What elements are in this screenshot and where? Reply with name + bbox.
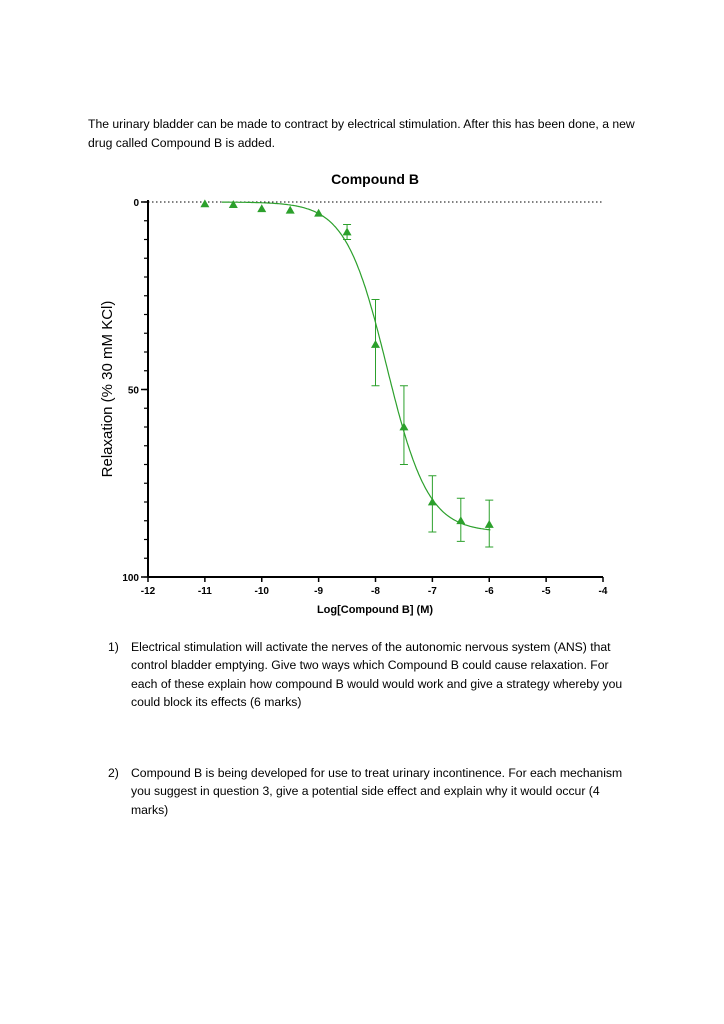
y-tick-label: 50 [127, 385, 139, 397]
x-tick-label: -9 [314, 586, 324, 597]
data-point-marker [286, 206, 295, 214]
y-axis-label: Relaxation (% 30 mM KCl) [99, 300, 116, 478]
question-2-text: Compound B is being developed for use to treat urinary incontinence. For each mechanism you suggest in question 3, give a potential side effect and explain why it would occur (4 marks) [131, 766, 623, 817]
data-point-marker [428, 498, 437, 506]
x-tick-label: -10 [254, 586, 269, 597]
data-point-marker [456, 516, 465, 524]
data-points [200, 199, 493, 547]
y-tick-label: 100 [122, 573, 139, 584]
data-point-marker [200, 199, 209, 207]
question-1-number: 1) [108, 640, 119, 654]
axes [148, 200, 603, 577]
data-point-marker [314, 209, 323, 217]
question-1-text: Electrical stimulation will activate the nerves of the autonomic nervous system (ANS) that control bladder emptying. Give two ways which Compound B could cause relaxation. For each of these explain how compound B would would work and give a strategy whereby you could block its effects (6 marks) [131, 640, 623, 710]
intro-paragraph: The urinary bladder can be made to contract by electrical stimulation. After this has been done, a new drug called Compound B is added. [88, 117, 635, 150]
data-point-marker [399, 423, 408, 431]
x-ticks [141, 577, 608, 597]
data-point-marker [229, 200, 238, 208]
y-ticks [122, 198, 148, 584]
fit-curve [222, 202, 491, 530]
x-tick-label: -11 [197, 586, 212, 597]
chart-title: Compound B [331, 171, 419, 187]
data-point-marker [343, 228, 352, 236]
data-point-marker [257, 204, 266, 212]
data-point-marker [485, 520, 494, 528]
x-tick-label: -6 [484, 586, 494, 597]
x-axis-label: Log[Compound B] (M) [316, 604, 434, 616]
data-point-marker [371, 340, 380, 348]
y-tick-label: 0 [133, 198, 139, 209]
x-tick-label: -7 [427, 586, 437, 597]
x-tick-label: -4 [598, 586, 608, 597]
x-tick-label: -12 [140, 586, 156, 597]
question-2-number: 2) [108, 766, 119, 780]
x-tick-label: -5 [541, 586, 551, 597]
x-tick-label: -8 [371, 586, 380, 597]
